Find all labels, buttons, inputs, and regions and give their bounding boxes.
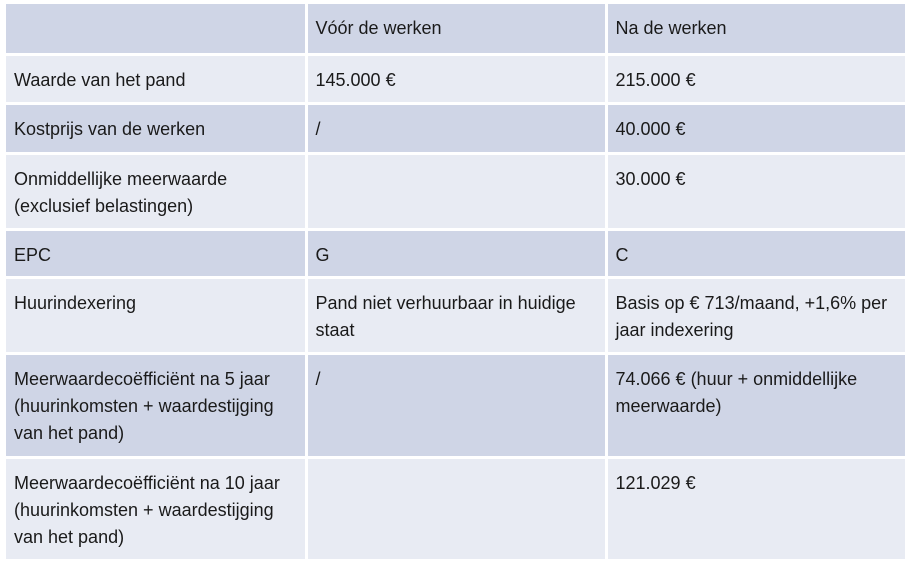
row-label: Waarde van het pand <box>6 54 306 103</box>
table-row <box>6 153 905 229</box>
row-label: Onmiddellijke meerwaarde (exclusief belastingen) <box>6 153 306 229</box>
row-after-value: C <box>606 229 905 277</box>
table-row <box>6 277 905 353</box>
row-after-value: 74.066 € (huur + onmiddellijke meerwaarde) <box>606 353 905 457</box>
row-label: EPC <box>6 229 306 277</box>
row-before-value <box>306 457 606 559</box>
header-cell-after: Na de werken <box>606 4 905 54</box>
row-label: Huurindexering <box>6 277 306 353</box>
row-after-value: 215.000 € <box>606 54 905 103</box>
row-before-value: Pand niet verhuurbaar in huidige staat <box>306 277 606 353</box>
table-row <box>6 457 905 559</box>
row-label: Kostprijs van de werken <box>6 103 306 153</box>
row-before-value: / <box>306 353 606 457</box>
row-label: Meerwaardecoëfficiënt na 10 jaar (huurinkomsten + waardestijging van het pand) <box>6 457 306 559</box>
table-header-row <box>6 4 905 54</box>
row-after-value: Basis op € 713/maand, +1,6% per jaar indexering <box>606 277 905 353</box>
row-before-value: / <box>306 103 606 153</box>
row-before-value: 145.000 € <box>306 54 606 103</box>
table-row <box>6 229 905 277</box>
table-row <box>6 353 905 457</box>
row-before-value <box>306 153 606 229</box>
row-after-value: 40.000 € <box>606 103 905 153</box>
row-after-value: 30.000 € <box>606 153 905 229</box>
table-row <box>6 54 905 103</box>
row-after-value: 121.029 € <box>606 457 905 559</box>
comparison-table <box>6 4 905 559</box>
row-before-value: G <box>306 229 606 277</box>
header-cell-before: Vóór de werken <box>306 4 606 54</box>
header-cell-label <box>6 4 306 54</box>
table-row <box>6 103 905 153</box>
row-label: Meerwaardecoëfficiënt na 5 jaar (huurinkomsten + waardestijging van het pand) <box>6 353 306 457</box>
